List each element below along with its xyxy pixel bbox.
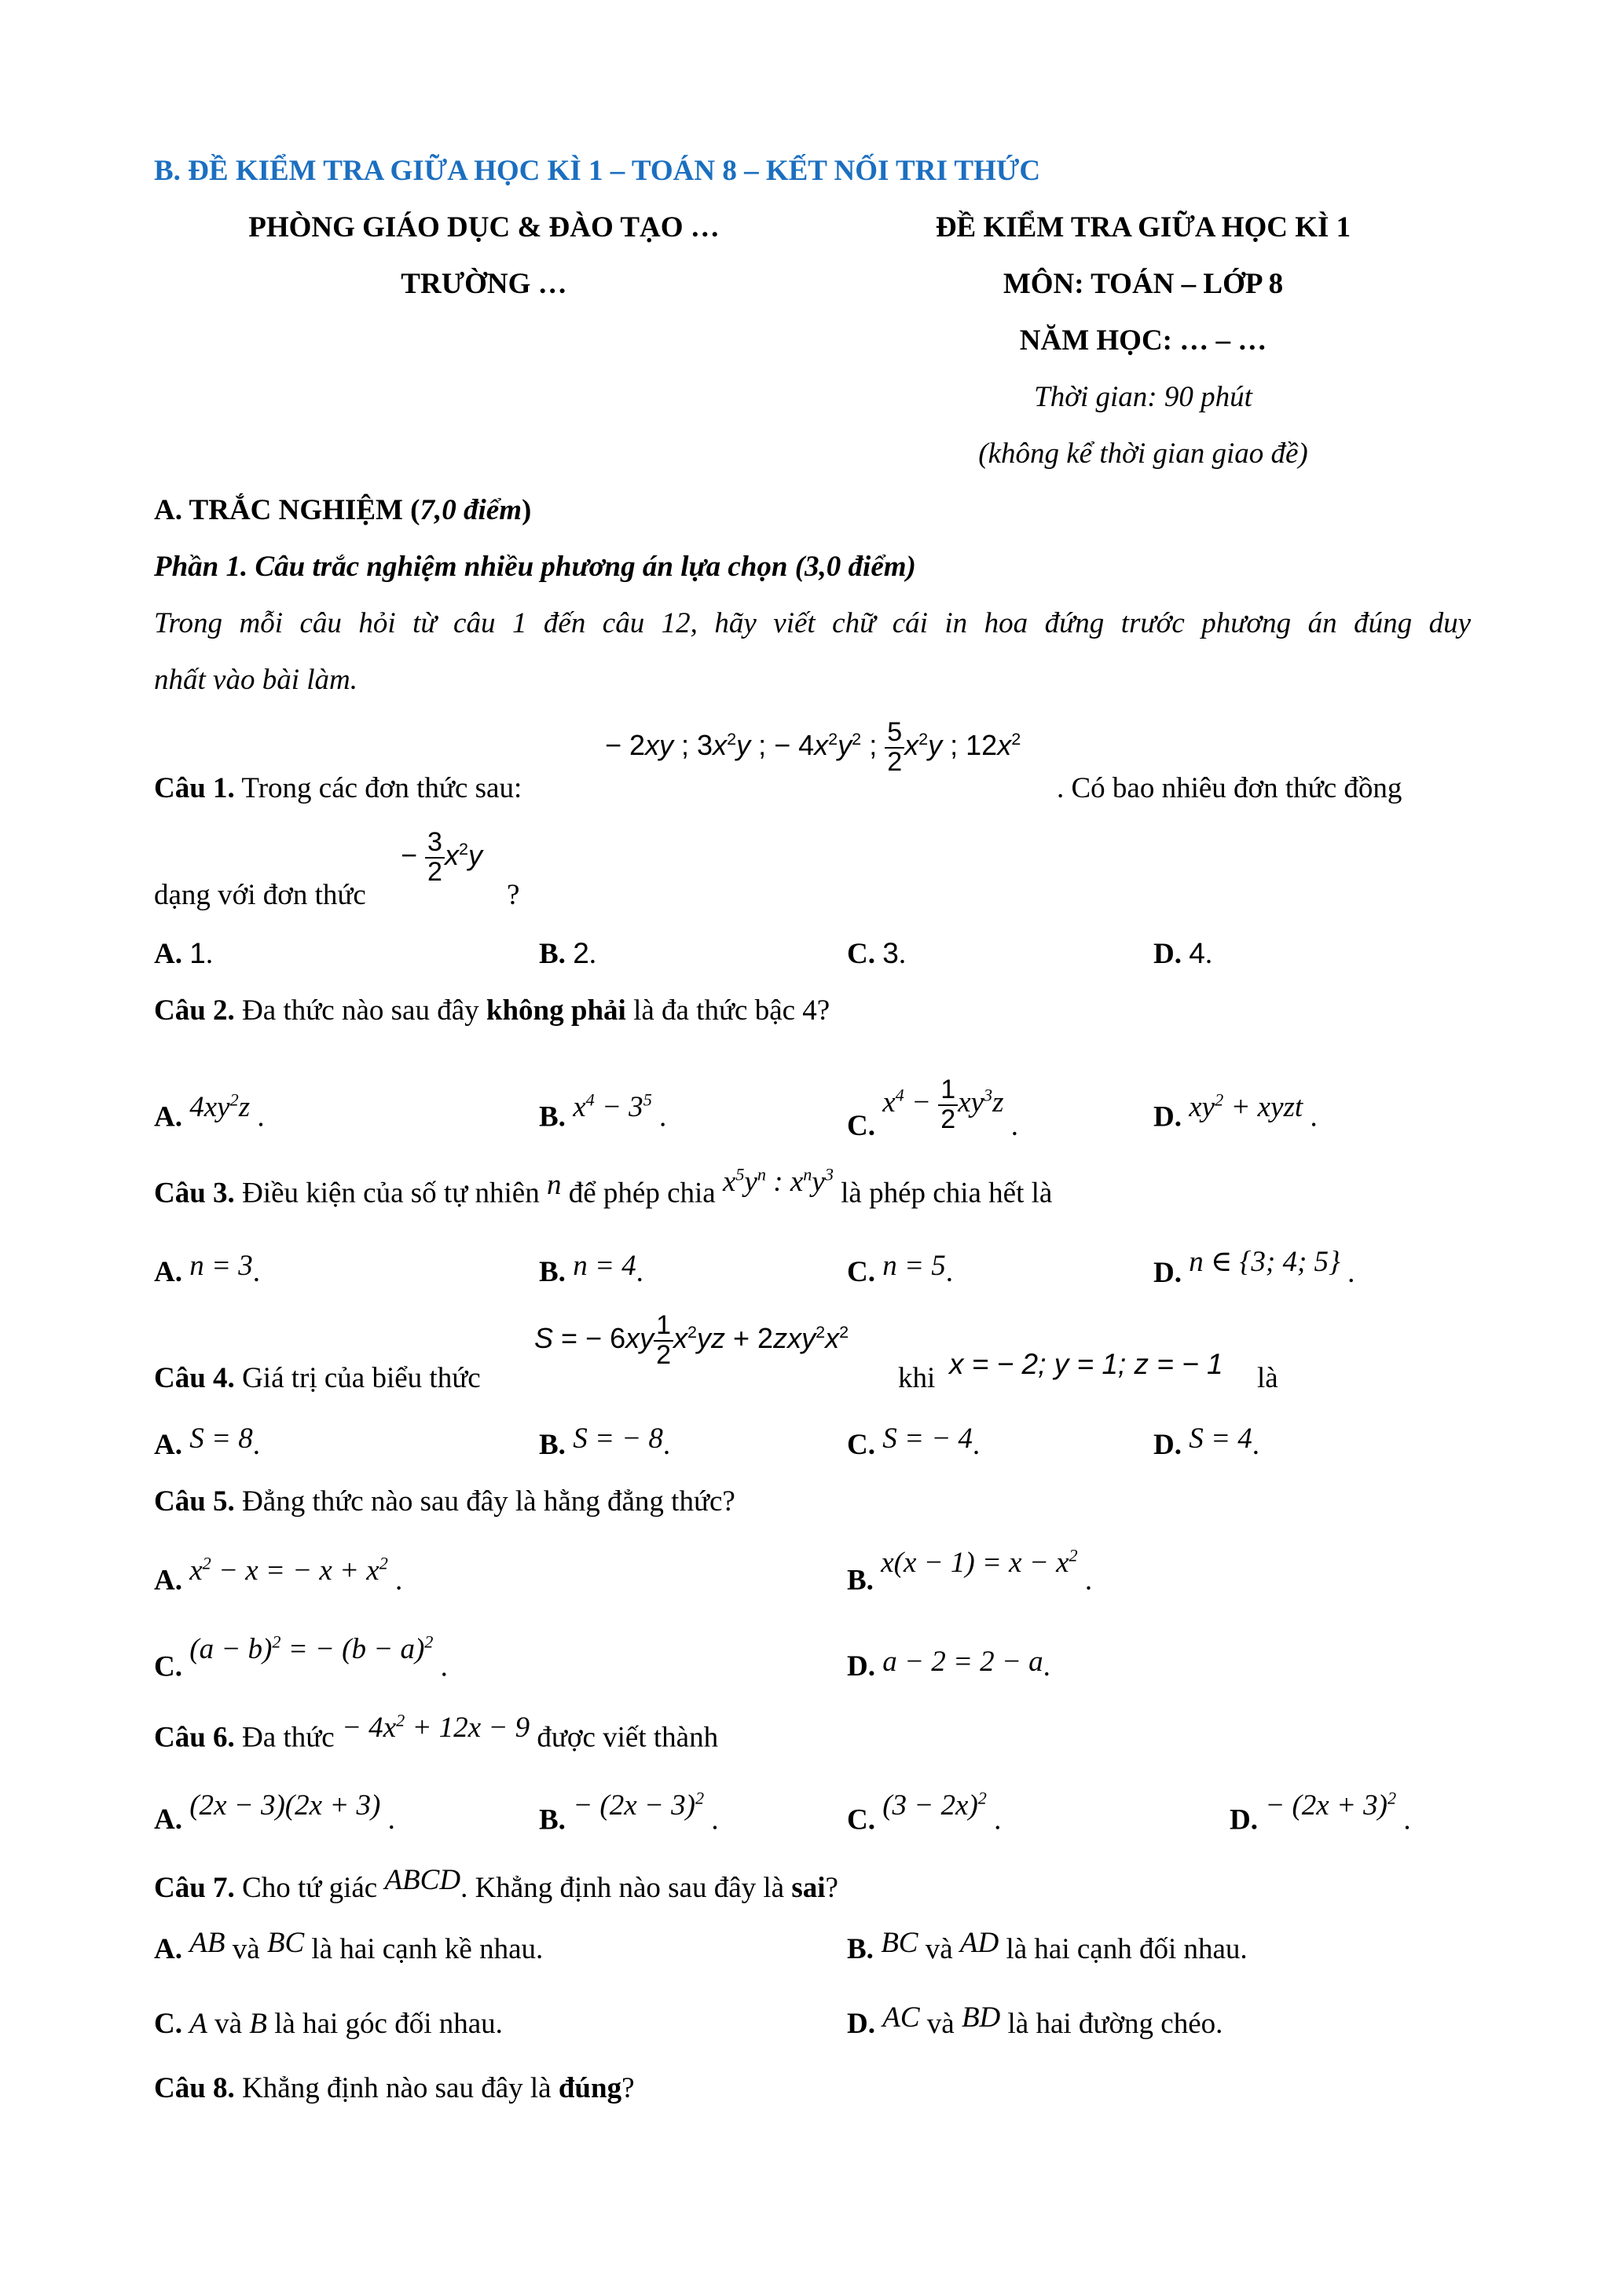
q1-question-mark: ? — [507, 879, 520, 911]
q4-when: khi — [898, 1362, 936, 1394]
q7-option-d[interactable]: D. AC và BD là hai đường chéo. — [847, 2001, 1223, 2040]
q7-stem: Câu 7. Cho tứ giác ABCD. Khẳng định nào sau đây là sai? — [154, 1864, 838, 1904]
q7-option-a[interactable]: A. AB và BC là hai cạnh kề nhau. — [154, 1927, 544, 1965]
q1-monomial-list: − 2xy ; $3x^2y$ ; − $4x^2y^2$ ; $\frac{5}{2}$ $x^2y$ ; $12x^2$ — [605, 717, 1021, 777]
q5-option-c[interactable]: C. $(a - b)^2$ = − $(b - a)^2$ . — [154, 1632, 448, 1683]
angle-b: B — [249, 2008, 267, 2040]
q4-option-a[interactable]: A. S = 8. — [154, 1423, 260, 1461]
q3-option-d[interactable]: D. n ∈ {3; 4; 5} . — [1153, 1246, 1355, 1289]
q1-option-c[interactable]: C. 3. — [847, 937, 907, 970]
q8-stem: Câu 8. Khẳng định nào sau đây là đúng? — [154, 2072, 635, 2104]
school-name: TRƯỜNG … — [401, 268, 567, 300]
q1-option-d[interactable]: D. 4. — [1153, 937, 1213, 970]
q3-option-b[interactable]: B. n = 4. — [539, 1250, 643, 1288]
q2-option-d[interactable]: D. $xy^2$ + xyzt . — [1153, 1090, 1318, 1133]
q4-condition: x = − 2; y = 1; z = − 1 — [949, 1348, 1223, 1380]
q5-option-a[interactable]: A. $x^2 - x$ = − $x + x^2$ . — [154, 1554, 403, 1597]
part-1-title: Phần 1. Câu trắc nghiệm nhiều phương án lựa chọn (3,0 điểm) — [154, 551, 916, 583]
q1-option-a[interactable]: A. 1. — [154, 937, 214, 970]
q3-stem: Câu 3. Điều kiện của số tự nhiên n để phép chia $x^5y^n$ : $x^ny^3$ là phép chia hết là — [154, 1165, 1053, 1210]
q6-option-c[interactable]: C. $(3 - 2x)^2$ . — [847, 1789, 1002, 1836]
document-heading: B. ĐỀ KIỂM TRA GIỮA HỌC KÌ 1 – TOÁN 8 – KẾT NỐI TRI THỨC — [154, 155, 1041, 187]
q2-option-a[interactable]: A. $4xy^2z$ . — [154, 1090, 265, 1133]
q4-expression: S = − 6xy $\frac{1}{2}$ $x^2yz + 2zxy^2x^2$ — [534, 1310, 849, 1370]
q6-option-d[interactable]: D. − $(2x + 3)^2$ . — [1230, 1789, 1411, 1836]
q4-is: là — [1257, 1362, 1278, 1394]
exam-title: ĐỀ KIỂM TRA GIỮA HỌC KÌ 1 — [935, 211, 1351, 244]
instruction-line-2: nhất vào bài làm. — [154, 664, 357, 696]
q4-option-d[interactable]: D. S = 4. — [1153, 1423, 1259, 1461]
duration-note: (không kể thời gian giao đề) — [978, 438, 1308, 470]
angle-a: A — [189, 2008, 207, 2040]
q1-stem: Câu 1. Trong các đơn thức sau: — [154, 772, 522, 804]
q5-stem: Câu 5. Đẳng thức nào sau đây là hằng đẳng thức? — [154, 1485, 735, 1518]
q1-reference-monomial: − $\frac{3}{2}$ $x^2y$ — [401, 827, 482, 887]
exam-duration: Thời gian: 90 phút — [1034, 381, 1252, 413]
subject-line: MÔN: TOÁN – LỚP 8 — [1003, 268, 1284, 300]
department-name: PHÒNG GIÁO DỤC & ĐÀO TẠO … — [248, 211, 720, 244]
q5-option-d[interactable]: D. a − 2 = 2 − a. — [847, 1646, 1050, 1683]
q3-option-a[interactable]: A. n = 3. — [154, 1250, 260, 1288]
q2-option-b[interactable]: B. $x^4 - 3^5$ . — [539, 1090, 667, 1133]
school-year: NĂM HỌC: … – … — [1019, 324, 1267, 357]
q6-option-a[interactable]: A. (2x − 3)(2x + 3) . — [154, 1789, 395, 1836]
q1-stem-line2: dạng với đơn thức — [154, 879, 366, 911]
q4-stem: Câu 4. Giá trị của biểu thức — [154, 1362, 481, 1394]
q2-option-c[interactable]: C. $x^4$ − $\frac{1}{2}$ $xy^3z$ . — [847, 1075, 1019, 1143]
q1-option-b[interactable]: B. 2. — [539, 937, 597, 970]
instruction-line-1: Trong mỗi câu hỏi từ câu 1 đến câu 12, hãy viết chữ cái in hoa đứng trước phương án đúng duy — [154, 607, 1471, 639]
q1-stem-cont: . Có bao nhiêu đơn thức đồng — [1057, 772, 1402, 804]
q5-option-b[interactable]: B. $x(x - 1) = x - x^2$ . — [847, 1546, 1093, 1597]
q3-option-c[interactable]: C. n = 5. — [847, 1250, 953, 1288]
q6-option-b[interactable]: B. − $(2x - 3)^2$ . — [539, 1789, 719, 1836]
section-a-title: A. TRẮC NGHIỆM (7,0 điểm) — [154, 494, 532, 526]
q4-option-c[interactable]: C. S = − 4. — [847, 1423, 981, 1461]
q4-option-b[interactable]: B. S = − 8. — [539, 1423, 671, 1461]
q7-option-c[interactable]: C. A và B là hai góc đối nhau. — [154, 2008, 503, 2040]
q6-stem: Câu 6. Đa thức − $4x^2 + 12x - 9$ được viết thành — [154, 1711, 719, 1754]
q2-stem: Câu 2. Đa thức nào sau đây không phải là đa thức bậc 4? — [154, 994, 830, 1027]
q7-option-b[interactable]: B. BC và AD là hai cạnh đối nhau. — [847, 1927, 1248, 1965]
